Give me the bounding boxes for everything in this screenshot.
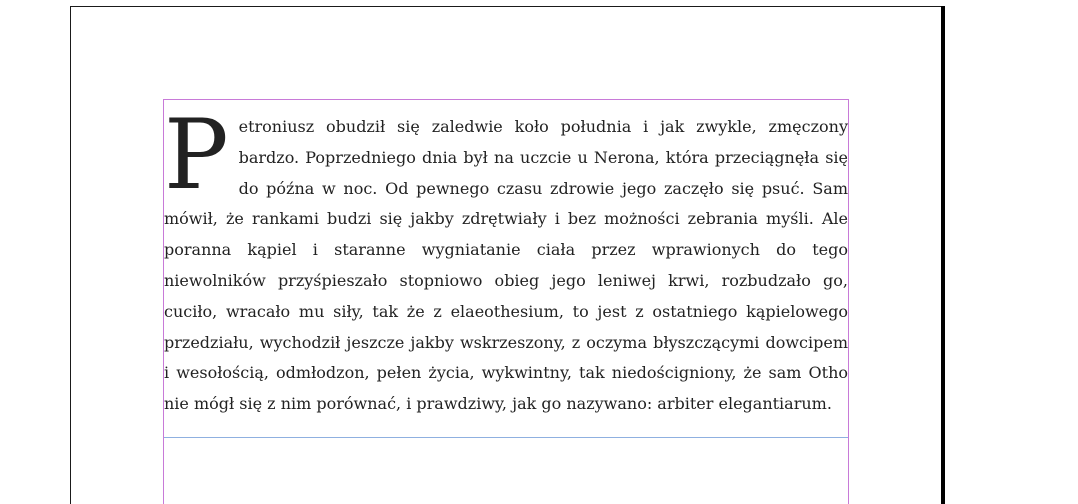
- document-page: [70, 6, 941, 504]
- text-frame[interactable]: [163, 99, 849, 504]
- body-paragraph[interactable]: [164, 99, 848, 420]
- paragraph-text: etroniusz obudził się zaledwie koło południa i jak zwykle, zmęczony bardzo. Poprzedniego dnia był na uczcie u Nerona, która przeciągnęła się do późna w noc. Od pewnego czasu zdrowie jego zaczęło się psuć. Sam mówił, że rankami budzi się jakby zdrętwiały i bez możności zebrania myśli. Ale poranna kąpiel i staranne wygniatanie ciała przez wprawionych do tego niewolników przyśpieszało stopniowo obieg jego leniwej krwi, rozbudzało go, cuciło, wracało mu siły, tak że z elaeothesium, to jest z ostatniego kąpielowego przedziału, wychodził jeszcze jakby wskrzeszony, z oczyma błyszczącymi dowcipem i wesołością, odmłodzon, pełen życia, wykwintny, tak niedościgniony, że sam Otho nie mógł się z nim porównać, i prawdziwy, jak go nazywano: arbiter elegantiarum.: [164, 117, 848, 414]
- frame-guide-line: [164, 437, 848, 438]
- drop-cap: P: [164, 99, 229, 211]
